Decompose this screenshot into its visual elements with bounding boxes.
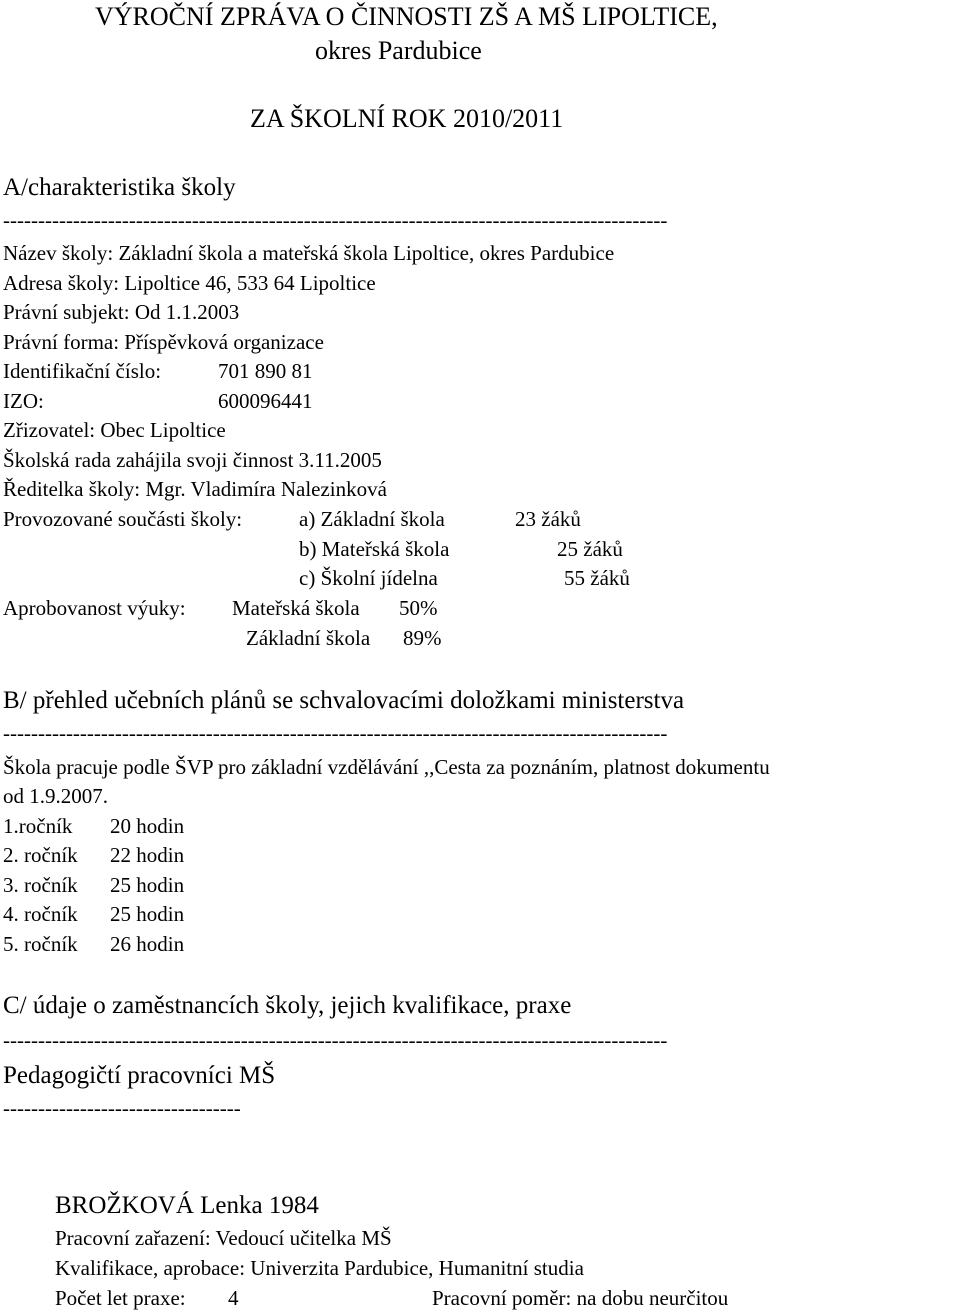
qualification-name: Základní škola: [246, 626, 371, 650]
section-a-separator: -----------------------------------------------------------------------------------------------: [3, 210, 668, 231]
employee-employment: Pracovní poměr: na dobu neurčitou: [432, 1286, 729, 1310]
grade-hours: 25 hodin: [110, 902, 185, 926]
qualification-value: 50%: [399, 596, 438, 620]
grade-label: 5. ročník: [3, 932, 78, 956]
grade-label: 3. ročník: [3, 873, 78, 897]
grade-hours: 22 hodin: [110, 843, 185, 867]
director: Ředitelka školy: Mgr. Vladimíra Nalezinková: [3, 477, 387, 501]
staff-subheading-separator: ----------------------------------: [3, 1098, 241, 1119]
curriculum-validity: od 1.9.2007.: [3, 784, 108, 808]
school-part-name: b) Mateřská škola: [299, 537, 450, 561]
school-part-count: 25 žáků: [557, 537, 623, 561]
qualification-name: Mateřská škola: [232, 596, 360, 620]
section-b-separator: -----------------------------------------------------------------------------------------------: [3, 723, 668, 744]
grade-label: 1.ročník: [3, 814, 73, 838]
section-c-separator: -----------------------------------------------------------------------------------------------: [3, 1030, 668, 1051]
grade-label: 4. ročník: [3, 902, 78, 926]
grade-hours: 25 hodin: [110, 873, 185, 897]
izo-label: IZO:: [3, 389, 44, 413]
section-b-heading: B/ přehled učebních plánů se schvalovacími doložkami ministerstva: [3, 687, 685, 714]
employee-years-value: 4: [228, 1286, 239, 1310]
report-title: VÝROČNÍ ZPRÁVA O ČINNOSTI ZŠ A MŠ LIPOLTICE,: [95, 2, 718, 31]
school-name: Název školy: Základní škola a mateřská škola Lipoltice, okres Pardubice: [3, 241, 615, 265]
school-parts-label: Provozované součásti školy:: [3, 507, 243, 531]
staff-subheading: Pedagogičtí pracovníci MŠ: [3, 1062, 276, 1089]
school-part-name: a) Základní škola: [299, 507, 445, 531]
grade-hours: 26 hodin: [110, 932, 185, 956]
id-number-label: Identifikační číslo:: [3, 359, 162, 383]
school-year: ZA ŠKOLNÍ ROK 2010/2011: [250, 104, 564, 133]
school-part-count: 55 žáků: [564, 566, 630, 590]
employee-qualification: Kvalifikace, aprobace: Univerzita Pardubice, Humanitní studia: [55, 1256, 584, 1280]
qualification-label: Aprobovanost výuky:: [3, 596, 186, 620]
employee-years-label: Počet let praxe:: [55, 1286, 186, 1310]
section-c-heading: C/ údaje o zaměstnancích školy, jejich kvalifikace, praxe: [3, 992, 572, 1019]
employee-position: Pracovní zařazení: Vedoucí učitelka MŠ: [55, 1226, 392, 1250]
school-part-name: c) Školní jídelna: [299, 566, 438, 590]
curriculum-text: Škola pracuje podle ŠVP pro základní vzdělávání ,,Cesta za poznáním, platnost dokumentu: [3, 755, 770, 779]
school-part-count: 23 žáků: [515, 507, 581, 531]
id-number-value: 701 890 81: [218, 359, 313, 383]
report-district: okres Pardubice: [315, 36, 482, 65]
section-a-heading: A/charakteristika školy: [3, 174, 236, 201]
legal-subject: Právní subjekt: Od 1.1.2003: [3, 300, 240, 324]
grade-label: 2. ročník: [3, 843, 78, 867]
izo-value: 600096441: [218, 389, 313, 413]
founder: Zřizovatel: Obec Lipoltice: [3, 418, 226, 442]
school-council: Školská rada zahájila svoji činnost 3.11.2005: [3, 448, 382, 472]
school-address: Adresa školy: Lipoltice 46, 533 64 Lipoltice: [3, 271, 376, 295]
employee-name: BROŽKOVÁ Lenka 1984: [55, 1192, 319, 1219]
legal-form: Právní forma: Příspěvková organizace: [3, 330, 324, 354]
qualification-value: 89%: [403, 626, 442, 650]
grade-hours: 20 hodin: [110, 814, 185, 838]
